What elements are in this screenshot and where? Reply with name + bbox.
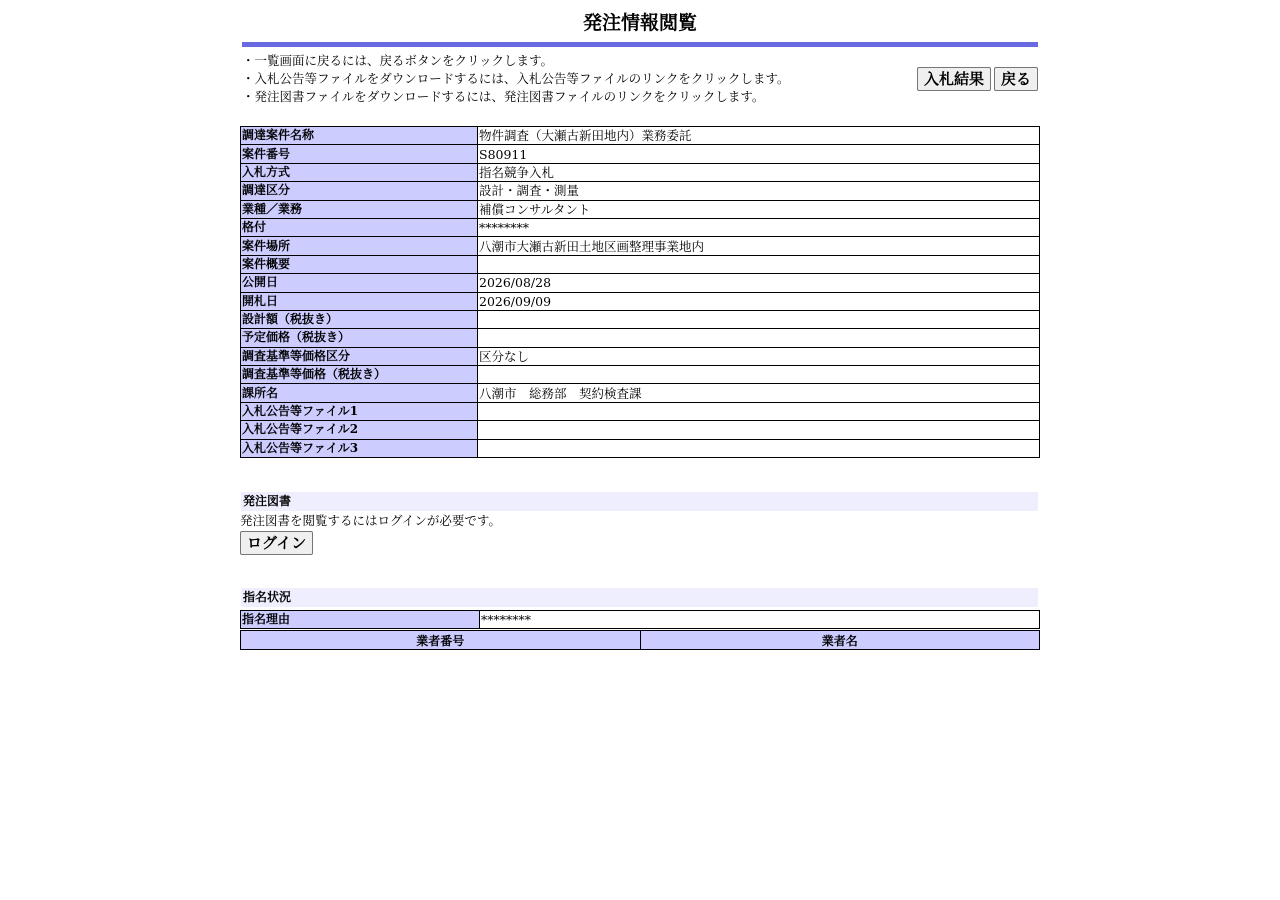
row-label: 公開日: [241, 274, 478, 292]
table-row: [241, 421, 1040, 439]
table-row: [241, 329, 1040, 347]
table-row: [241, 366, 1040, 384]
row-label: 入札公告等ファイル1: [241, 402, 478, 420]
row-label: 案件場所: [241, 237, 478, 255]
table-row: [241, 439, 1040, 457]
table-header-row: [241, 631, 1040, 650]
row-label: 調査基準等価格区分: [241, 347, 478, 365]
table-row: [241, 127, 1040, 145]
row-label: 業種／業務: [241, 200, 478, 218]
table-row: [241, 611, 1040, 629]
designation-reason-table: [240, 610, 1040, 629]
row-value: 設計・調査・測量: [478, 182, 1040, 200]
table-row: [241, 200, 1040, 218]
row-label: 設計額（税抜き）: [241, 310, 478, 328]
row-label: 案件番号: [241, 145, 478, 163]
table-row: [241, 292, 1040, 310]
table-row: [241, 402, 1040, 420]
row-value: [478, 310, 1040, 328]
row-label: 予定価格（税抜き）: [241, 329, 478, 347]
row-value: 補償コンサルタント: [478, 200, 1040, 218]
row-value: 2026/09/09: [478, 292, 1040, 310]
row-value: ********: [478, 218, 1040, 236]
bid-result-button[interactable]: 入札結果: [917, 67, 991, 91]
row-label: 課所名: [241, 384, 478, 402]
table-row: [241, 237, 1040, 255]
row-value: S80911: [478, 145, 1040, 163]
designation-heading: 指名状況: [241, 588, 1038, 607]
row-value: 区分なし: [478, 347, 1040, 365]
instruction-line: ・入札公告等ファイルをダウンロードするには、入札公告等ファイルのリンクをクリックします。: [242, 71, 790, 86]
row-value: [478, 366, 1040, 384]
table-row: [241, 163, 1040, 181]
row-label: 入札公告等ファイル2: [241, 421, 478, 439]
vendor-table: [240, 630, 1040, 650]
row-value: [478, 421, 1040, 439]
reason-label: 指名理由: [241, 611, 480, 629]
vendor-number-header: 業者番号: [241, 631, 641, 650]
instructions-row: [240, 47, 1040, 126]
reason-value: ********: [480, 611, 1040, 629]
order-docs-heading: 発注図書: [241, 492, 1038, 511]
row-label: 開札日: [241, 292, 478, 310]
row-value: 物件調査（大瀬古新田地内）業務委託: [478, 127, 1040, 145]
vendor-name-header: 業者名: [640, 631, 1040, 650]
info-table: [240, 126, 1040, 458]
row-value: 八潮市 総務部 契約検査課: [478, 384, 1040, 402]
table-row: [241, 218, 1040, 236]
row-value: 2026/08/28: [478, 274, 1040, 292]
row-value: [478, 329, 1040, 347]
page-container: [240, 0, 1040, 650]
page-title: 発注情報閲覧: [582, 12, 697, 34]
table-row: [241, 347, 1040, 365]
table-row: [241, 274, 1040, 292]
row-value: [478, 402, 1040, 420]
row-label: 案件概要: [241, 255, 478, 273]
row-value: 八潮市大瀬古新田土地区画整理事業地内: [478, 237, 1040, 255]
row-value: [478, 439, 1040, 457]
row-label: 入札公告等ファイル3: [241, 439, 478, 457]
table-row: [241, 384, 1040, 402]
top-button-group: [917, 67, 1038, 91]
row-label: 格付: [241, 218, 478, 236]
row-label: 調達区分: [241, 182, 478, 200]
table-row: [241, 255, 1040, 273]
instruction-line: ・発注図書ファイルをダウンロードするには、発注図書ファイルのリンクをクリックします。: [242, 89, 765, 104]
instructions-list: [242, 52, 789, 106]
row-label: 入札方式: [241, 163, 478, 181]
row-value: 指名競争入札: [478, 163, 1040, 181]
instruction-line: ・一覧画面に戻るには、戻るボタンをクリックします。: [242, 53, 554, 68]
row-label: 調査基準等価格（税抜き）: [241, 366, 478, 384]
back-button[interactable]: 戻る: [994, 67, 1038, 91]
login-required-message: 発注図書を閲覧するにはログインが必要です。: [240, 513, 501, 529]
table-row: [241, 145, 1040, 163]
row-label: 調達案件名称: [241, 127, 478, 145]
table-row: [241, 310, 1040, 328]
table-row: [241, 182, 1040, 200]
row-value: [478, 255, 1040, 273]
login-button[interactable]: ログイン: [240, 531, 313, 555]
